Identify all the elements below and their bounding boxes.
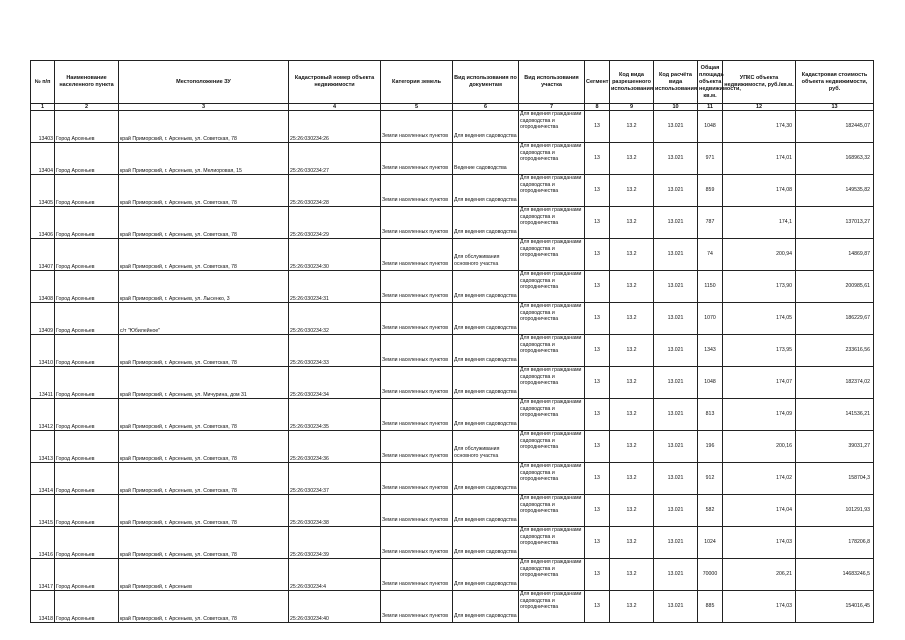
- settlement-name: Город Арсеньев: [55, 559, 119, 591]
- table-body: [31, 111, 874, 623]
- land-category: Земли населенных пунктов: [381, 207, 453, 239]
- upks-value: 174,03: [723, 527, 796, 559]
- permitted-use-code: 13.2: [610, 431, 654, 463]
- land-category: Земли населенных пунктов: [381, 111, 453, 143]
- settlement-name: Город Арсеньев: [55, 175, 119, 207]
- permitted-use-code: 13.2: [610, 207, 654, 239]
- cadastral-cost-value: 186229,67: [796, 303, 874, 335]
- table-row: [31, 335, 874, 367]
- calc-use-code: 13.021: [654, 559, 698, 591]
- calc-use-code: 13.021: [654, 111, 698, 143]
- settlement-name: Город Арсеньев: [55, 591, 119, 623]
- calc-use-code: 13.021: [654, 271, 698, 303]
- area-value: 70000: [698, 559, 723, 591]
- calc-use-code: 13.021: [654, 495, 698, 527]
- area-value: 1343: [698, 335, 723, 367]
- cadastral-cost-value: 154016,45: [796, 591, 874, 623]
- cadastral-number: 25:26:030234:33: [289, 335, 381, 367]
- row-number: 13412: [31, 399, 55, 431]
- row-number: 13409: [31, 303, 55, 335]
- settlement-name: Город Арсеньев: [55, 463, 119, 495]
- permitted-use-code: 13.2: [610, 463, 654, 495]
- permitted-use-code: 13.2: [610, 335, 654, 367]
- upks-value: 174,07: [723, 367, 796, 399]
- table-row: [31, 463, 874, 495]
- cadastral-cost-value: 149535,82: [796, 175, 874, 207]
- cadastral-number: 25:26:030234:32: [289, 303, 381, 335]
- row-number: 13403: [31, 111, 55, 143]
- land-category: Земли населенных пунктов: [381, 559, 453, 591]
- settlement-name: Город Арсеньев: [55, 111, 119, 143]
- plot-use: Для ведения гражданами садоводства и огородничества: [519, 207, 585, 239]
- area-value: 971: [698, 143, 723, 175]
- table-row: [31, 271, 874, 303]
- cadastral-number: 25:26:030234:36: [289, 431, 381, 463]
- calc-use-code: 13.021: [654, 591, 698, 623]
- cadastral-cost-value: 182374,02: [796, 367, 874, 399]
- land-category: Земли населенных пунктов: [381, 143, 453, 175]
- upks-value: 200,16: [723, 431, 796, 463]
- table-row: [31, 303, 874, 335]
- use-by-documents: Для ведения садоводства: [453, 175, 519, 207]
- plot-use: Для ведения гражданами садоводства и огородничества: [519, 143, 585, 175]
- calc-use-code: 13.021: [654, 463, 698, 495]
- calc-use-code: 13.021: [654, 367, 698, 399]
- plot-location: край Приморский, г. Арсеньев, ул. Советская, 78: [119, 527, 289, 559]
- segment: 13: [585, 463, 610, 495]
- row-number: 13418: [31, 591, 55, 623]
- use-by-documents: Для ведения садоводства: [453, 303, 519, 335]
- permitted-use-code: 13.2: [610, 175, 654, 207]
- cadastral-cost-value: 14683246,5: [796, 559, 874, 591]
- cadastral-number: 25:26:030234:27: [289, 143, 381, 175]
- upks-value: 206,21: [723, 559, 796, 591]
- table-row: [31, 367, 874, 399]
- header-cell-area: Общая площадь объекта недвижимости, кв.м.: [698, 61, 723, 104]
- land-category: Земли населенных пунктов: [381, 399, 453, 431]
- settlement-name: Город Арсеньев: [55, 367, 119, 399]
- table-row: [31, 495, 874, 527]
- cadastral-number: 25:26:030234:35: [289, 399, 381, 431]
- land-category: Земли населенных пунктов: [381, 239, 453, 271]
- table-row: [31, 239, 874, 271]
- cadastral-number: 25:26:030234:40: [289, 591, 381, 623]
- area-value: 885: [698, 591, 723, 623]
- cadastral-cost-value: 101291,93: [796, 495, 874, 527]
- segment: 13: [585, 111, 610, 143]
- header-cell-location: Местоположение ЗУ: [119, 61, 289, 104]
- plot-location: край Приморский, г. Арсеньев, ул. Советская, 78: [119, 111, 289, 143]
- area-value: 1048: [698, 111, 723, 143]
- row-number: 13404: [31, 143, 55, 175]
- upks-value: 173,95: [723, 335, 796, 367]
- cadastral-value-table-sheet: [30, 60, 873, 623]
- row-number: 13407: [31, 239, 55, 271]
- calc-use-code: 13.021: [654, 303, 698, 335]
- segment: 13: [585, 335, 610, 367]
- cadastral-cost-value: 39031,27: [796, 431, 874, 463]
- column-number: 9: [610, 104, 654, 111]
- land-category: Земли населенных пунктов: [381, 271, 453, 303]
- permitted-use-code: 13.2: [610, 111, 654, 143]
- area-value: 74: [698, 239, 723, 271]
- plot-location: край Приморский, г. Арсеньев, ул. Мичурина, дом 31: [119, 367, 289, 399]
- cadastral-cost-value: 200985,61: [796, 271, 874, 303]
- calc-use-code: 13.021: [654, 239, 698, 271]
- cadastral-cost-value: 141536,21: [796, 399, 874, 431]
- cadastral-number: 25:26:030234:34: [289, 367, 381, 399]
- header-cell-permitted-use-code: Код вида разрешенного использования: [610, 61, 654, 104]
- permitted-use-code: 13.2: [610, 367, 654, 399]
- land-category: Земли населенных пунктов: [381, 527, 453, 559]
- calc-use-code: 13.021: [654, 431, 698, 463]
- use-by-documents: Для ведения садоводства: [453, 527, 519, 559]
- cadastral-number: 25:26:030234:37: [289, 463, 381, 495]
- use-by-documents: Ведение садоводства: [453, 143, 519, 175]
- plot-use: Для ведения гражданами садоводства и огородничества: [519, 175, 585, 207]
- column-number: 3: [119, 104, 289, 111]
- upks-value: 174,1: [723, 207, 796, 239]
- permitted-use-code: 13.2: [610, 527, 654, 559]
- plot-use: Для ведения гражданами садоводства и огородничества: [519, 335, 585, 367]
- cadastral-number: 25:26:030234:31: [289, 271, 381, 303]
- segment: 13: [585, 175, 610, 207]
- row-number: 13416: [31, 527, 55, 559]
- header-cell-settlement: Наименование населенного пункта: [55, 61, 119, 104]
- plot-location: край Приморский, г. Арсеньев, ул. Советская, 78: [119, 175, 289, 207]
- row-number: 13406: [31, 207, 55, 239]
- use-by-documents: Для ведения садоводства: [453, 399, 519, 431]
- plot-use: Для ведения гражданами садоводства и огородничества: [519, 399, 585, 431]
- plot-use: Для ведения гражданами садоводства и огородничества: [519, 367, 585, 399]
- cadastral-cost-value: 137013,27: [796, 207, 874, 239]
- upks-value: 174,04: [723, 495, 796, 527]
- header-row: [31, 61, 874, 104]
- segment: 13: [585, 559, 610, 591]
- plot-use: Для ведения гражданами садоводства и огородничества: [519, 463, 585, 495]
- row-number: 13410: [31, 335, 55, 367]
- permitted-use-code: 13.2: [610, 559, 654, 591]
- row-number: 13408: [31, 271, 55, 303]
- segment: 13: [585, 431, 610, 463]
- land-category: Земли населенных пунктов: [381, 335, 453, 367]
- plot-location: край Приморский, г. Арсеньев, ул. Советская, 78: [119, 335, 289, 367]
- cadastral-number: 25:26:030234:26: [289, 111, 381, 143]
- header-cell-number: № п/п: [31, 61, 55, 104]
- land-category: Земли населенных пунктов: [381, 303, 453, 335]
- segment: 13: [585, 271, 610, 303]
- column-number-row: [31, 104, 874, 111]
- table-row: [31, 207, 874, 239]
- land-category: Земли населенных пунктов: [381, 175, 453, 207]
- column-number: 1: [31, 104, 55, 111]
- use-by-documents: Для ведения садоводства: [453, 111, 519, 143]
- use-by-documents: Для ведения садоводства: [453, 591, 519, 623]
- plot-location: край Приморский, г. Арсеньев: [119, 559, 289, 591]
- column-number: 4: [289, 104, 381, 111]
- column-number: 10: [654, 104, 698, 111]
- use-by-documents: Для ведения садоводства: [453, 559, 519, 591]
- cadastral-cost-value: 178206,8: [796, 527, 874, 559]
- upks-value: 174,01: [723, 143, 796, 175]
- header-cell-calc-code: Код расчёта вида использования: [654, 61, 698, 104]
- plot-use: Для ведения гражданами садоводства и огородничества: [519, 495, 585, 527]
- use-by-documents: Для ведения садоводства: [453, 335, 519, 367]
- settlement-name: Город Арсеньев: [55, 527, 119, 559]
- settlement-name: Город Арсеньев: [55, 143, 119, 175]
- plot-location: край Приморский, г. Арсеньев, ул. Советская, 78: [119, 239, 289, 271]
- segment: 13: [585, 399, 610, 431]
- header-cell-segment: Сегмент: [585, 61, 610, 104]
- cadastral-number: 25:26:030234:29: [289, 207, 381, 239]
- plot-location: край Приморский, г. Арсеньев, ул. Советская, 78: [119, 431, 289, 463]
- row-number: 13417: [31, 559, 55, 591]
- area-value: 1150: [698, 271, 723, 303]
- row-number: 13411: [31, 367, 55, 399]
- permitted-use-code: 13.2: [610, 591, 654, 623]
- table-row: [31, 527, 874, 559]
- plot-use: Для ведения гражданами садоводства и огородничества: [519, 111, 585, 143]
- column-number: 2: [55, 104, 119, 111]
- plot-location: край Приморский, г. Арсеньев, ул. Мелиоровая, 15: [119, 143, 289, 175]
- plot-location: край Приморский, г. Арсеньев, ул. Советская, 78: [119, 591, 289, 623]
- column-number: 8: [585, 104, 610, 111]
- plot-use: Для ведения гражданами садоводства и огородничества: [519, 591, 585, 623]
- plot-location: с/т "Юбилейное": [119, 303, 289, 335]
- upks-value: 174,08: [723, 175, 796, 207]
- plot-use: Для ведения гражданами садоводства и огородничества: [519, 431, 585, 463]
- use-by-documents: Для обслуживания основного участка: [453, 239, 519, 271]
- settlement-name: Город Арсеньев: [55, 271, 119, 303]
- land-category: Земли населенных пунктов: [381, 431, 453, 463]
- plot-use: Для ведения гражданами садоводства и огородничества: [519, 303, 585, 335]
- upks-value: 173,90: [723, 271, 796, 303]
- area-value: 813: [698, 399, 723, 431]
- row-number: 13413: [31, 431, 55, 463]
- area-value: 912: [698, 463, 723, 495]
- cadastral-number: 25:26:030234:39: [289, 527, 381, 559]
- header-cell-upks: УПКС объекта недвижимости, руб./кв.м.: [723, 61, 796, 104]
- row-number: 13414: [31, 463, 55, 495]
- calc-use-code: 13.021: [654, 527, 698, 559]
- use-by-documents: Для ведения садоводства: [453, 271, 519, 303]
- segment: 13: [585, 207, 610, 239]
- calc-use-code: 13.021: [654, 335, 698, 367]
- table-row: [31, 559, 874, 591]
- cadastral-cost-value: 14869,87: [796, 239, 874, 271]
- table-row: [31, 143, 874, 175]
- plot-use: Для ведения гражданами садоводства и огородничества: [519, 239, 585, 271]
- plot-location: край Приморский, г. Арсеньев, ул. Лысенко, 3: [119, 271, 289, 303]
- permitted-use-code: 13.2: [610, 399, 654, 431]
- segment: 13: [585, 239, 610, 271]
- header-cell-cadastral-cost: Кадастровая стоимость объекта недвижимости, руб.: [796, 61, 874, 104]
- upks-value: 174,09: [723, 399, 796, 431]
- cadastral-cost-value: 182445,07: [796, 111, 874, 143]
- cadastral-cost-value: 233616,56: [796, 335, 874, 367]
- settlement-name: Город Арсеньев: [55, 495, 119, 527]
- plot-use: Для ведения гражданами садоводства и огородничества: [519, 559, 585, 591]
- cadastral-number: 25:26:030234:30: [289, 239, 381, 271]
- plot-use: Для ведения гражданами садоводства и огородничества: [519, 271, 585, 303]
- settlement-name: Город Арсеньев: [55, 239, 119, 271]
- settlement-name: Город Арсеньев: [55, 431, 119, 463]
- use-by-documents: Для обслуживания основного участка: [453, 431, 519, 463]
- permitted-use-code: 13.2: [610, 303, 654, 335]
- plot-location: край Приморский, г. Арсеньев, ул. Советская, 78: [119, 495, 289, 527]
- cadastral-number: 25:26:030234:28: [289, 175, 381, 207]
- row-number: 13415: [31, 495, 55, 527]
- plot-location: край Приморский, г. Арсеньев, ул. Советская, 78: [119, 399, 289, 431]
- table-row: [31, 431, 874, 463]
- header-cell-plot-use: Вид использования участка: [519, 61, 585, 104]
- table-row: [31, 175, 874, 207]
- area-value: 1048: [698, 367, 723, 399]
- permitted-use-code: 13.2: [610, 143, 654, 175]
- cadastral-number: 25:26:030234:38: [289, 495, 381, 527]
- land-category: Земли населенных пунктов: [381, 591, 453, 623]
- land-category: Земли населенных пунктов: [381, 463, 453, 495]
- upks-value: 174,02: [723, 463, 796, 495]
- upks-value: 200,94: [723, 239, 796, 271]
- segment: 13: [585, 367, 610, 399]
- segment: 13: [585, 143, 610, 175]
- area-value: 859: [698, 175, 723, 207]
- segment: 13: [585, 303, 610, 335]
- upks-value: 174,05: [723, 303, 796, 335]
- column-number: 7: [519, 104, 585, 111]
- settlement-name: Город Арсеньев: [55, 335, 119, 367]
- cadastral-cost-value: 168963,32: [796, 143, 874, 175]
- plot-location: край Приморский, г. Арсеньев, ул. Советская, 78: [119, 463, 289, 495]
- column-number: 5: [381, 104, 453, 111]
- table-row: [31, 591, 874, 623]
- permitted-use-code: 13.2: [610, 271, 654, 303]
- column-number: 6: [453, 104, 519, 111]
- settlement-name: Город Арсеньев: [55, 399, 119, 431]
- calc-use-code: 13.021: [654, 143, 698, 175]
- segment: 13: [585, 527, 610, 559]
- column-number: 13: [796, 104, 874, 111]
- cadastral-number: 25:26:030234:4: [289, 559, 381, 591]
- plot-location: край Приморский, г. Арсеньев, ул. Советская, 78: [119, 207, 289, 239]
- column-number: 11: [698, 104, 723, 111]
- use-by-documents: Для ведения садоводства: [453, 463, 519, 495]
- use-by-documents: Для ведения садоводства: [453, 495, 519, 527]
- permitted-use-code: 13.2: [610, 239, 654, 271]
- permitted-use-code: 13.2: [610, 495, 654, 527]
- segment: 13: [585, 495, 610, 527]
- plot-use: Для ведения гражданами садоводства и огородничества: [519, 527, 585, 559]
- settlement-name: Город Арсеньев: [55, 207, 119, 239]
- column-number: 12: [723, 104, 796, 111]
- cadastral-cost-value: 158704,3: [796, 463, 874, 495]
- upks-value: 174,30: [723, 111, 796, 143]
- header-cell-cadastral-number: Кадастровый номер объекта недвижимости: [289, 61, 381, 104]
- header-cell-use-by-documents: Вид использования по документам: [453, 61, 519, 104]
- table-row: [31, 399, 874, 431]
- area-value: 196: [698, 431, 723, 463]
- land-category: Земли населенных пунктов: [381, 367, 453, 399]
- settlement-name: Город Арсеньев: [55, 303, 119, 335]
- area-value: 1024: [698, 527, 723, 559]
- calc-use-code: 13.021: [654, 207, 698, 239]
- area-value: 787: [698, 207, 723, 239]
- calc-use-code: 13.021: [654, 399, 698, 431]
- row-number: 13405: [31, 175, 55, 207]
- use-by-documents: Для ведения садоводства: [453, 207, 519, 239]
- cadastral-value-table: [30, 60, 874, 623]
- area-value: 1070: [698, 303, 723, 335]
- segment: 13: [585, 591, 610, 623]
- table-row: [31, 111, 874, 143]
- use-by-documents: Для ведения садоводства: [453, 367, 519, 399]
- calc-use-code: 13.021: [654, 175, 698, 207]
- land-category: Земли населенных пунктов: [381, 495, 453, 527]
- area-value: 582: [698, 495, 723, 527]
- header-cell-land-category: Категория земель: [381, 61, 453, 104]
- upks-value: 174,03: [723, 591, 796, 623]
